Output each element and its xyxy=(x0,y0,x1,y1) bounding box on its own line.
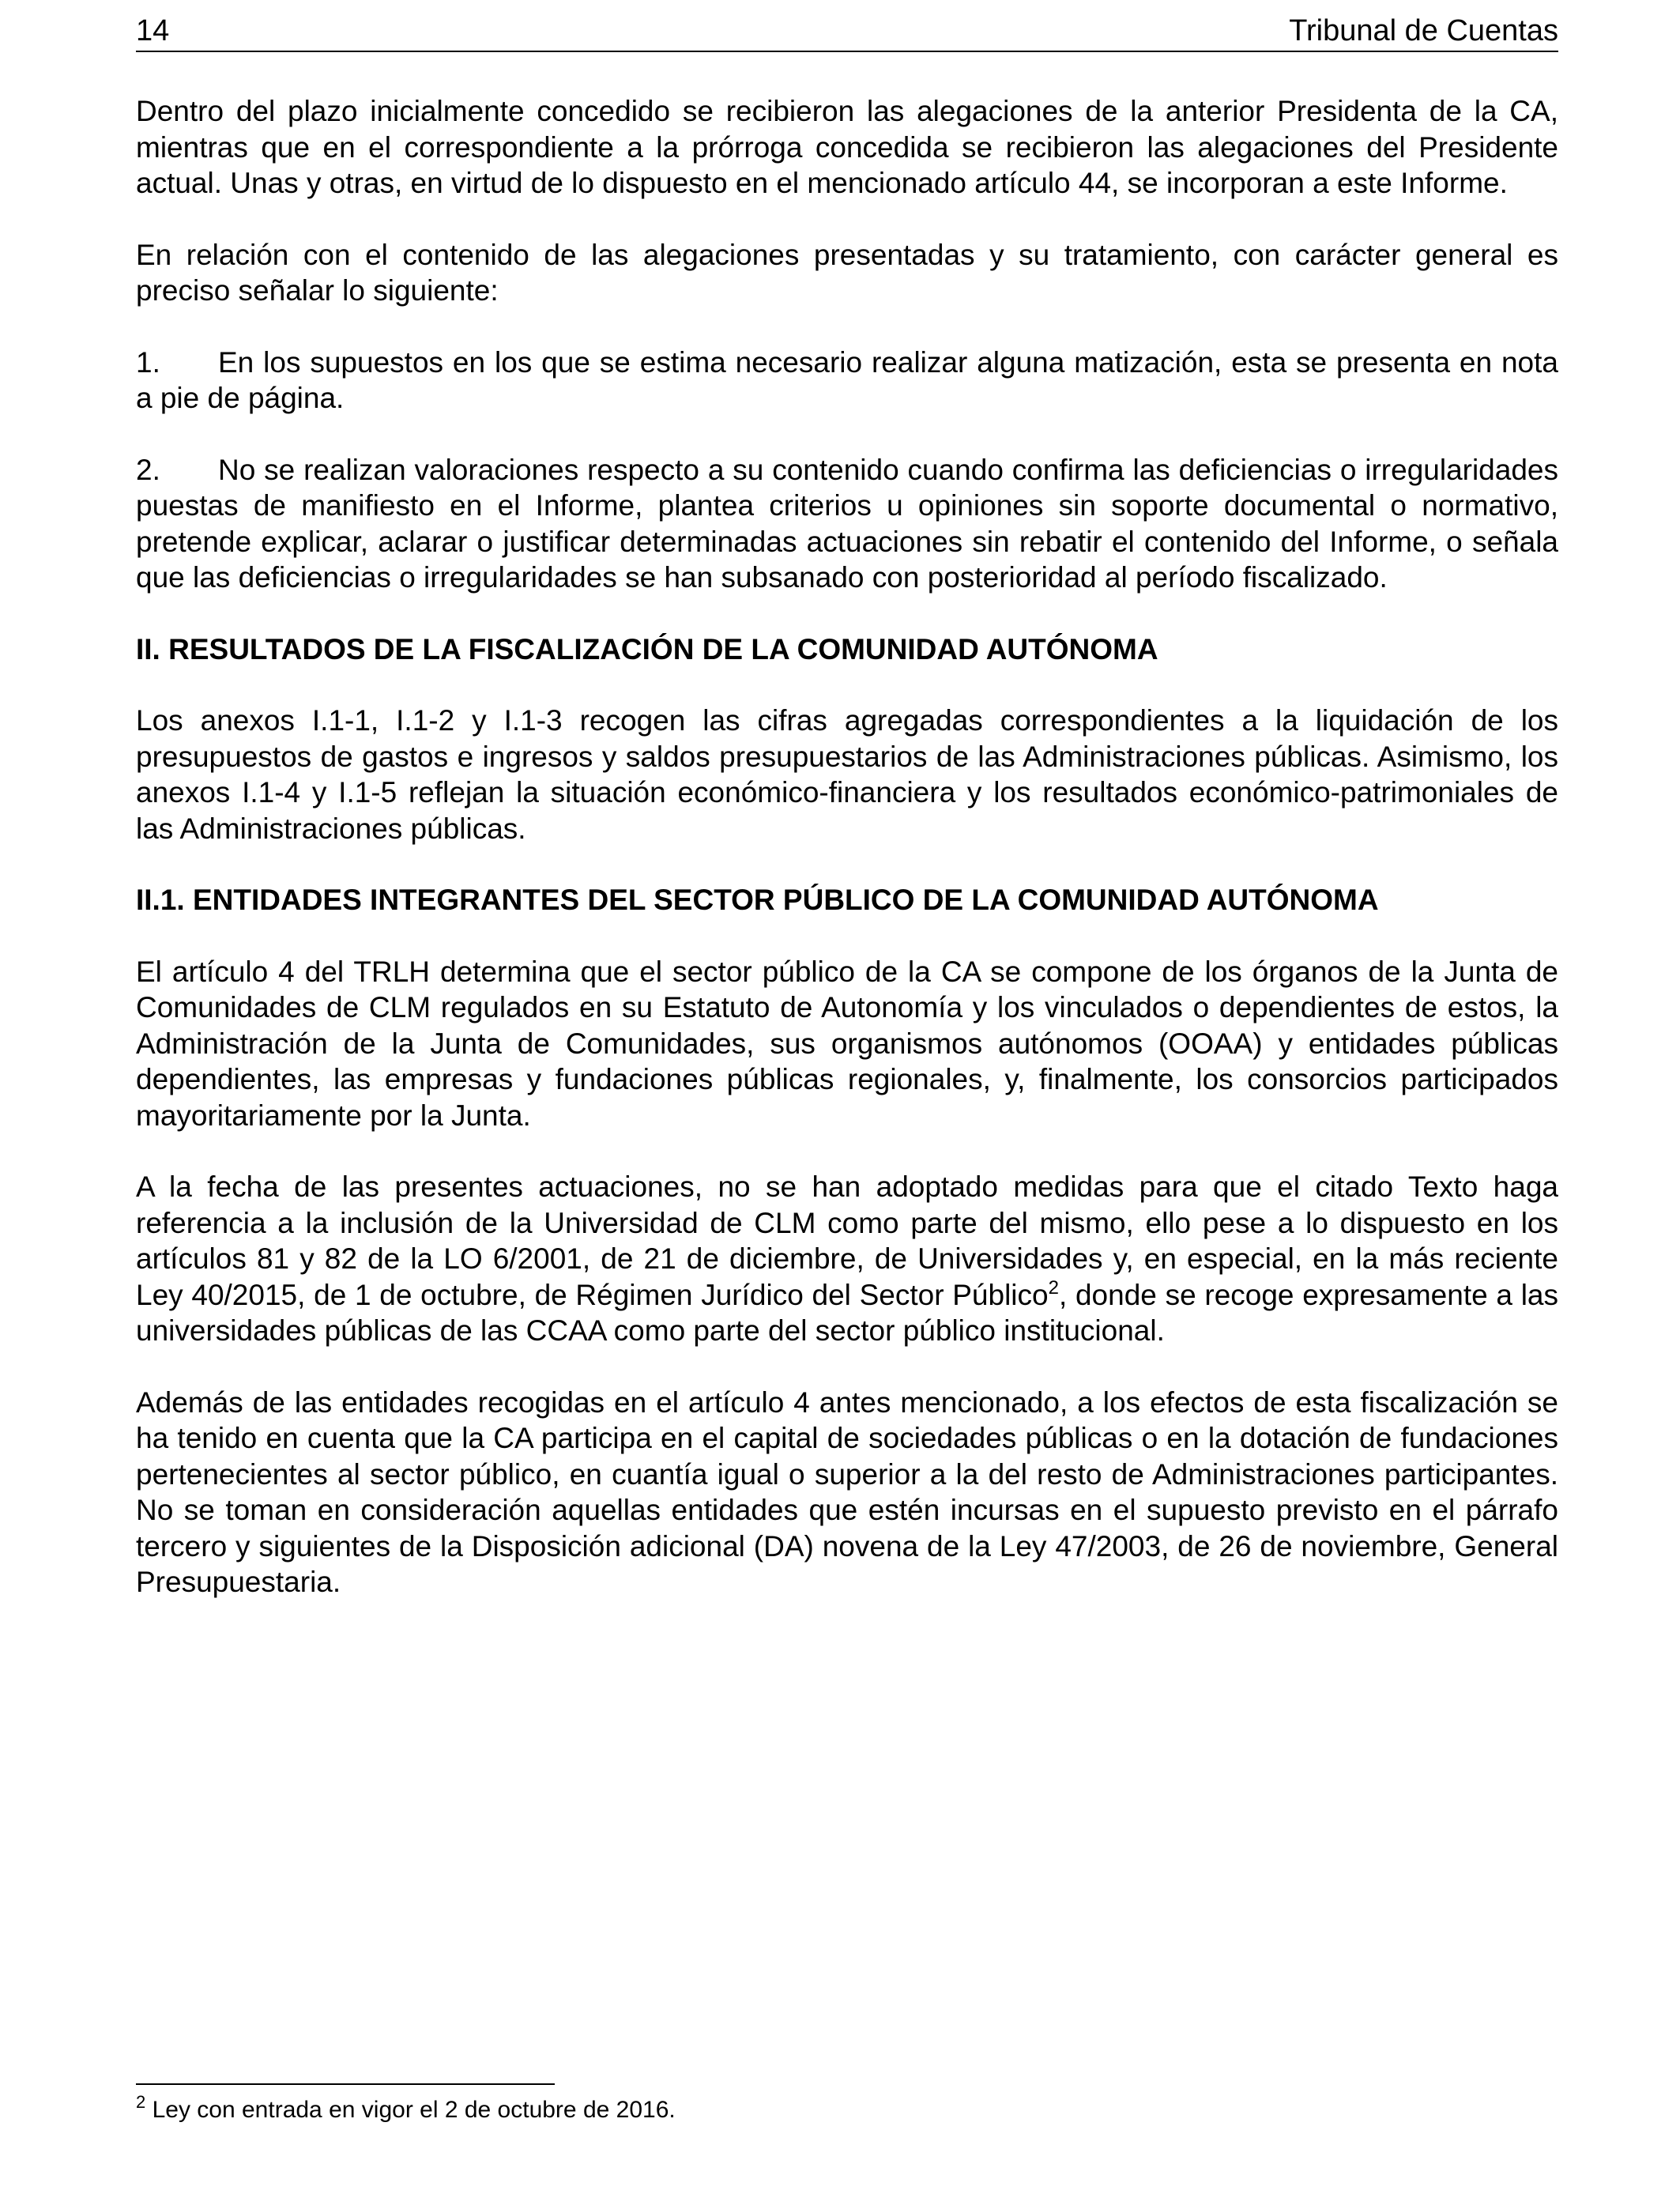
document-page xyxy=(136,0,1558,2194)
paragraph-university-text: A la fecha de las presentes actuaciones, no se han adoptado medidas para que el citado Texto haga referencia a la inclusión de la Universidad de CLM como parte del mismo, ello pese a lo dispuesto en los artículos 81 y 82 de la LO 6/2001, de 21 de diciembre, de Universidades y, en especial, en la más reciente Ley 40/2015, de 1 de octubre, de Régimen Jurídico del Sector Público xyxy=(136,1171,1558,1311)
list-item-text: No se realizan valoraciones respecto a su contenido cuando confirma las deficiencias o irregularidades puestas de manifiesto en el Informe, plantea criterios u opiniones sin soporte documental o normativo, pretende explicar, aclarar o justificar determinadas actuaciones sin rebatir el contenido del Informe, o señala que las deficiencias o irregularidades se han subsanado con posterioridad al período fiscalizado. xyxy=(136,453,1558,594)
footnote xyxy=(136,2094,1558,2126)
paragraph-university-text-end: , donde se recoge expresamente a las universidades públicas de las CCAA como parte del sector público institucional. xyxy=(136,1278,1558,1347)
document-body xyxy=(136,93,1558,1636)
section-heading-results: II. RESULTADOS DE LA FISCALIZACIÓN DE LA COMUNIDAD AUTÓNOMA xyxy=(136,632,1158,665)
header-organization: Tribunal de Cuentas xyxy=(1289,14,1558,47)
footnote-divider xyxy=(136,2083,555,2085)
paragraph-allegations-treatment: En relación con el contenido de las alegaciones presentadas y su tratamiento, con carácter general es preciso señalar lo siguiente: xyxy=(136,238,1558,307)
list-item-number: 2. xyxy=(136,453,160,486)
list-item-1 xyxy=(136,345,1558,417)
section-heading-entities: II.1. ENTIDADES INTEGRANTES DEL SECTOR PÚBLICO DE LA COMUNIDAD AUTÓNOMA xyxy=(136,884,1379,916)
footnote-reference[interactable]: 2 xyxy=(1048,1276,1059,1299)
footnote-number: 2 xyxy=(136,2092,146,2112)
list-item-2 xyxy=(136,452,1558,596)
paragraph-additional-entities: Además de las entidades recogidas en el artículo 4 antes mencionado, a los efectos de esta fiscalización se ha tenido en cuenta que la CA participa en el capital de sociedades públicas o en la dotación de fundaciones pertenecientes al sector público, en cuantía igual o superior a la del resto de Administraciones participantes. No se toman en consideración aquellas entidades que estén incursas en el supuesto previsto en el párrafo tercero y siguientes de la Disposición adicional (DA) novena de la Ley 47/2003, de 26 de noviembre, General Presupuestaria. xyxy=(136,1385,1558,1598)
paragraph-university xyxy=(136,1169,1558,1349)
list-item-text: En los supuestos en los que se estima necesario realizar alguna matización, esta se presenta en nota a pie de página. xyxy=(136,345,1558,414)
page-header xyxy=(136,11,1558,52)
paragraph-annexes: Los anexos I.1-1, I.1-2 y I.1-3 recogen las cifras agregadas correspondientes a la liquidación de los presupuestos de gastos e ingresos y saldos presupuestarios de las Administraciones públicas. Asimismo, los anexos I.1-4 y I.1-5 reflejan la situación económico-financiera y los resultados económico-patrimoniales de las Administraciones públicas. xyxy=(136,704,1558,845)
list-item-number: 1. xyxy=(136,345,160,379)
paragraph-trlh-article4: El artículo 4 del TRLH determina que el sector público de la CA se compone de los órganos de la Junta de Comunidades de CLM regulados en su Estatuto de Autonomía y los vinculados o dependientes de estos, la Administración de la Junta de Comunidades, sus organismos autónomos (OOAA) y entidades públicas dependientes, las empresas y fundaciones públicas regionales, y, finalmente, los consorcios participados mayoritariamente por la Junta. xyxy=(136,955,1558,1132)
footnote-text: Ley con entrada en vigor el 2 de octubre de 2016. xyxy=(145,2097,676,2123)
paragraph-allegations-received: Dentro del plazo inicialmente concedido se recibieron las alegaciones de la anterior Presidenta de la CA, mientras que en el correspondiente a la prórroga concedida se recibieron las alegaciones del Presidente actual. Unas y otras, en virtud de lo dispuesto en el mencionado artículo 44, se incorporan a este Informe. xyxy=(136,95,1558,199)
page-number: 14 xyxy=(136,14,170,47)
